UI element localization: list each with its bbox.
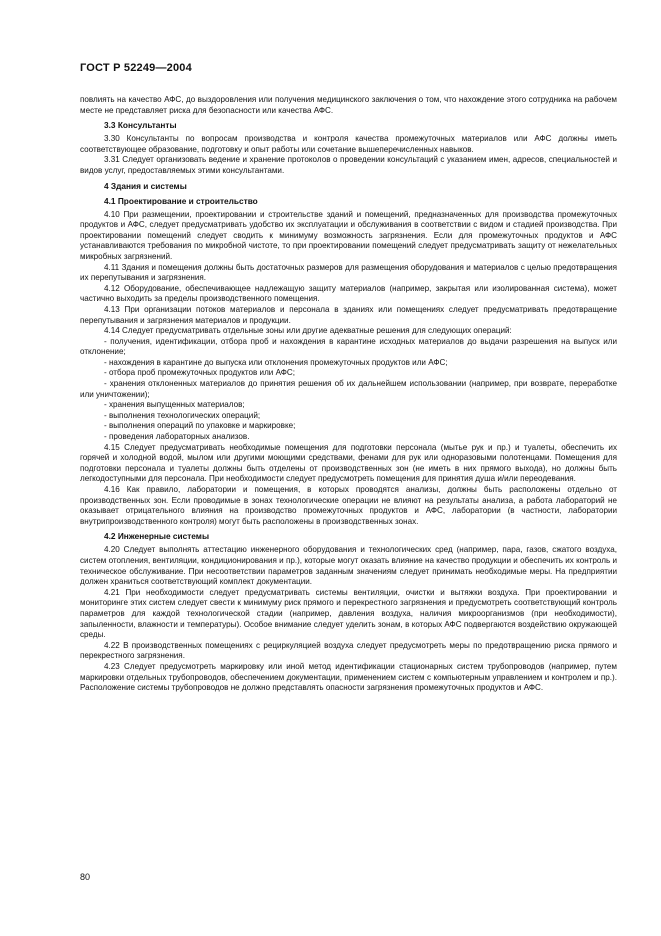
section-heading: 4.1 Проектирование и строительство — [104, 195, 258, 206]
paragraph: 4.20 Следует выполнять аттестацию инженерного оборудования и технологических сред (например, пара, газов, сжатого воздуха, систем отопления, вентиляции, кондиционирования и пр.), которые могут оказать влияние на качество продукции и обеспечить их контроль и техническое обслуживание. При несоответствии параметров заданным значениям следует принимать необходимые меры. На предприятии должен храниться соответствующий комплект документации. — [80, 545, 617, 587]
list-item: - получения, идентификации, отбора проб и нахождения в карантине исходных материалов до выдачи разрешения на выпуск или отклонение; — [80, 336, 617, 357]
paragraph: 4.10 При размещении, проектировании и строительстве зданий и помещений, предназначенных для производства промежуточных продуктов и АФС, следует предусматривать удобство их эксплуатации и обслуживания в соответствии с видом и стадией производства. При проектировании помещений следует сводить к минимуму возможность загрязнения. Если для промежуточных продуктов и АФС устанавливаются требования по микробной чистоте, то при проектировании помещений следует предусматривать защиту от нежелательных микробных загрязнений. — [80, 209, 617, 261]
list-item: - выполнения технологических операций; — [104, 410, 261, 420]
paragraph: 4.16 Как правило, лаборатории и помещения, в которых проводятся анализы, должны быть расположены отдельно от производственных зон. Если проводимые в зонах технологические операции не влияют на результаты анализа, а работа лабораторий не оказывает отрицательного влияния на производство промежуточных продуктов и АФС, лаборатории (в частности, лаборатории внутрипроизводственного контроля) могут быть расположены в производственных зонах. — [80, 485, 617, 526]
list-item: - проведения лабораторных анализов. — [104, 432, 250, 442]
paragraph: 4.22 В производственных помещениях с рециркуляцией воздуха следует предусмотреть меры по предотвращению риска прямого и перекрестного загрязнения. — [80, 640, 617, 661]
paragraph: 4.21 При необходимости следует предусматривать системы вентиляции, очистки и вытяжки воздуха. При проектировании и мониторинге этих систем следует свести к минимуму риск прямого и перекрестного загрязнения и предусмотреть соответствующий контроль параметров для каждой технологической стадии (например, давления воздуха, наличия микроорганизмов (при необходимости), запыленности, влажности и температуры). Особое внимание следует уделить зонам, в которых АФС подвергаются воздействию окружающей среды. — [80, 587, 617, 640]
list-item: - хранения выпущенных материалов; — [104, 400, 245, 410]
list-item: - выполнения операций по упаковке и маркировке; — [104, 421, 296, 431]
list-item: - нахождения в карантине до выпуска или отклонения промежуточных продуктов или АФС; — [104, 357, 448, 367]
paragraph: 4.15 Следует предусматривать необходимые помещения для подготовки персонала (мытье рук и пр.) и туалеты, обеспечить их горячей и холодной водой, мылом или другими моющими средствами, фенами для рук или одноразовыми полотенцами. Помещения для подготовки персонала и туалеты должны быть отделены от производственных зон (не иметь в них прямого выхода), но должны быть легкодоступными для персонала. При необходимости следует предусмотреть помещения для принятия душа и/или переодевания. — [80, 442, 617, 484]
paragraph: повлиять на качество АФС, до выздоровления или получения медицинского заключения о том, что нахождение этого сотрудника на рабочем месте не представляет риска для безопасности или качества АФС. — [80, 95, 617, 115]
paragraph: 4.23 Следует предусмотреть маркировку или иной метод идентификации стационарных систем трубопроводов (например, путем маркировки отдельных трубопроводов, обеспечением документации, применением систем с компьютерным управлением и контролем и пр.). Расположение системы трубопроводов не должно представлять опасности загрязнения промежуточных продуктов и АФС. — [80, 661, 617, 693]
paragraph: 3.30 Консультанты по вопросам производства и контроля качества промежуточных материалов или АФС должны иметь соответствующее образование, подготовку и опыт работы или сочетание вышеперечисленных навыков. — [80, 134, 617, 154]
paragraph: 4.11 Здания и помещения должны быть достаточных размеров для размещения оборудования и материалов с целью предотвращения их перепутывания и загрязнения. — [80, 262, 617, 283]
list-item: - отбора проб промежуточных продуктов или АФС; — [104, 368, 295, 378]
section-heading: 3.3 Консультанты — [104, 120, 177, 131]
document-body — [80, 95, 617, 694]
paragraph: 4.13 При организации потоков материалов и персонала в зданиях или помещениях следует предусматривать предотвращение перепутывания и загрязнения материалов и продукции. — [80, 304, 617, 325]
section-heading: 4 Здания и системы — [104, 180, 187, 191]
section-heading: 4.2 Инженерные системы — [104, 531, 210, 542]
paragraph: 4.12 Оборудование, обеспечивающее надлежащую защиту материалов (например, закрытая или изолированная система), может частично выходить за пределы производственного помещения. — [80, 283, 617, 304]
document-header: ГОСТ Р 52249—2004 — [80, 62, 192, 74]
paragraph: 3.31 Следует организовать ведение и хранение протоколов о проведении консультаций с указанием имен, адресов, специальностей и видов услуг, предоставляемых этими консультантами. — [80, 155, 617, 175]
page-number: 80 — [80, 872, 91, 882]
paragraph: 4.14 Следует предусматривать отдельные зоны или другие адекватные решения для следующих операций: — [104, 326, 512, 336]
list-item: - хранения отклоненных материалов до принятия решения об их дальнейшем использовании (например, при возврате, переработке или уничтожении); — [80, 379, 617, 399]
